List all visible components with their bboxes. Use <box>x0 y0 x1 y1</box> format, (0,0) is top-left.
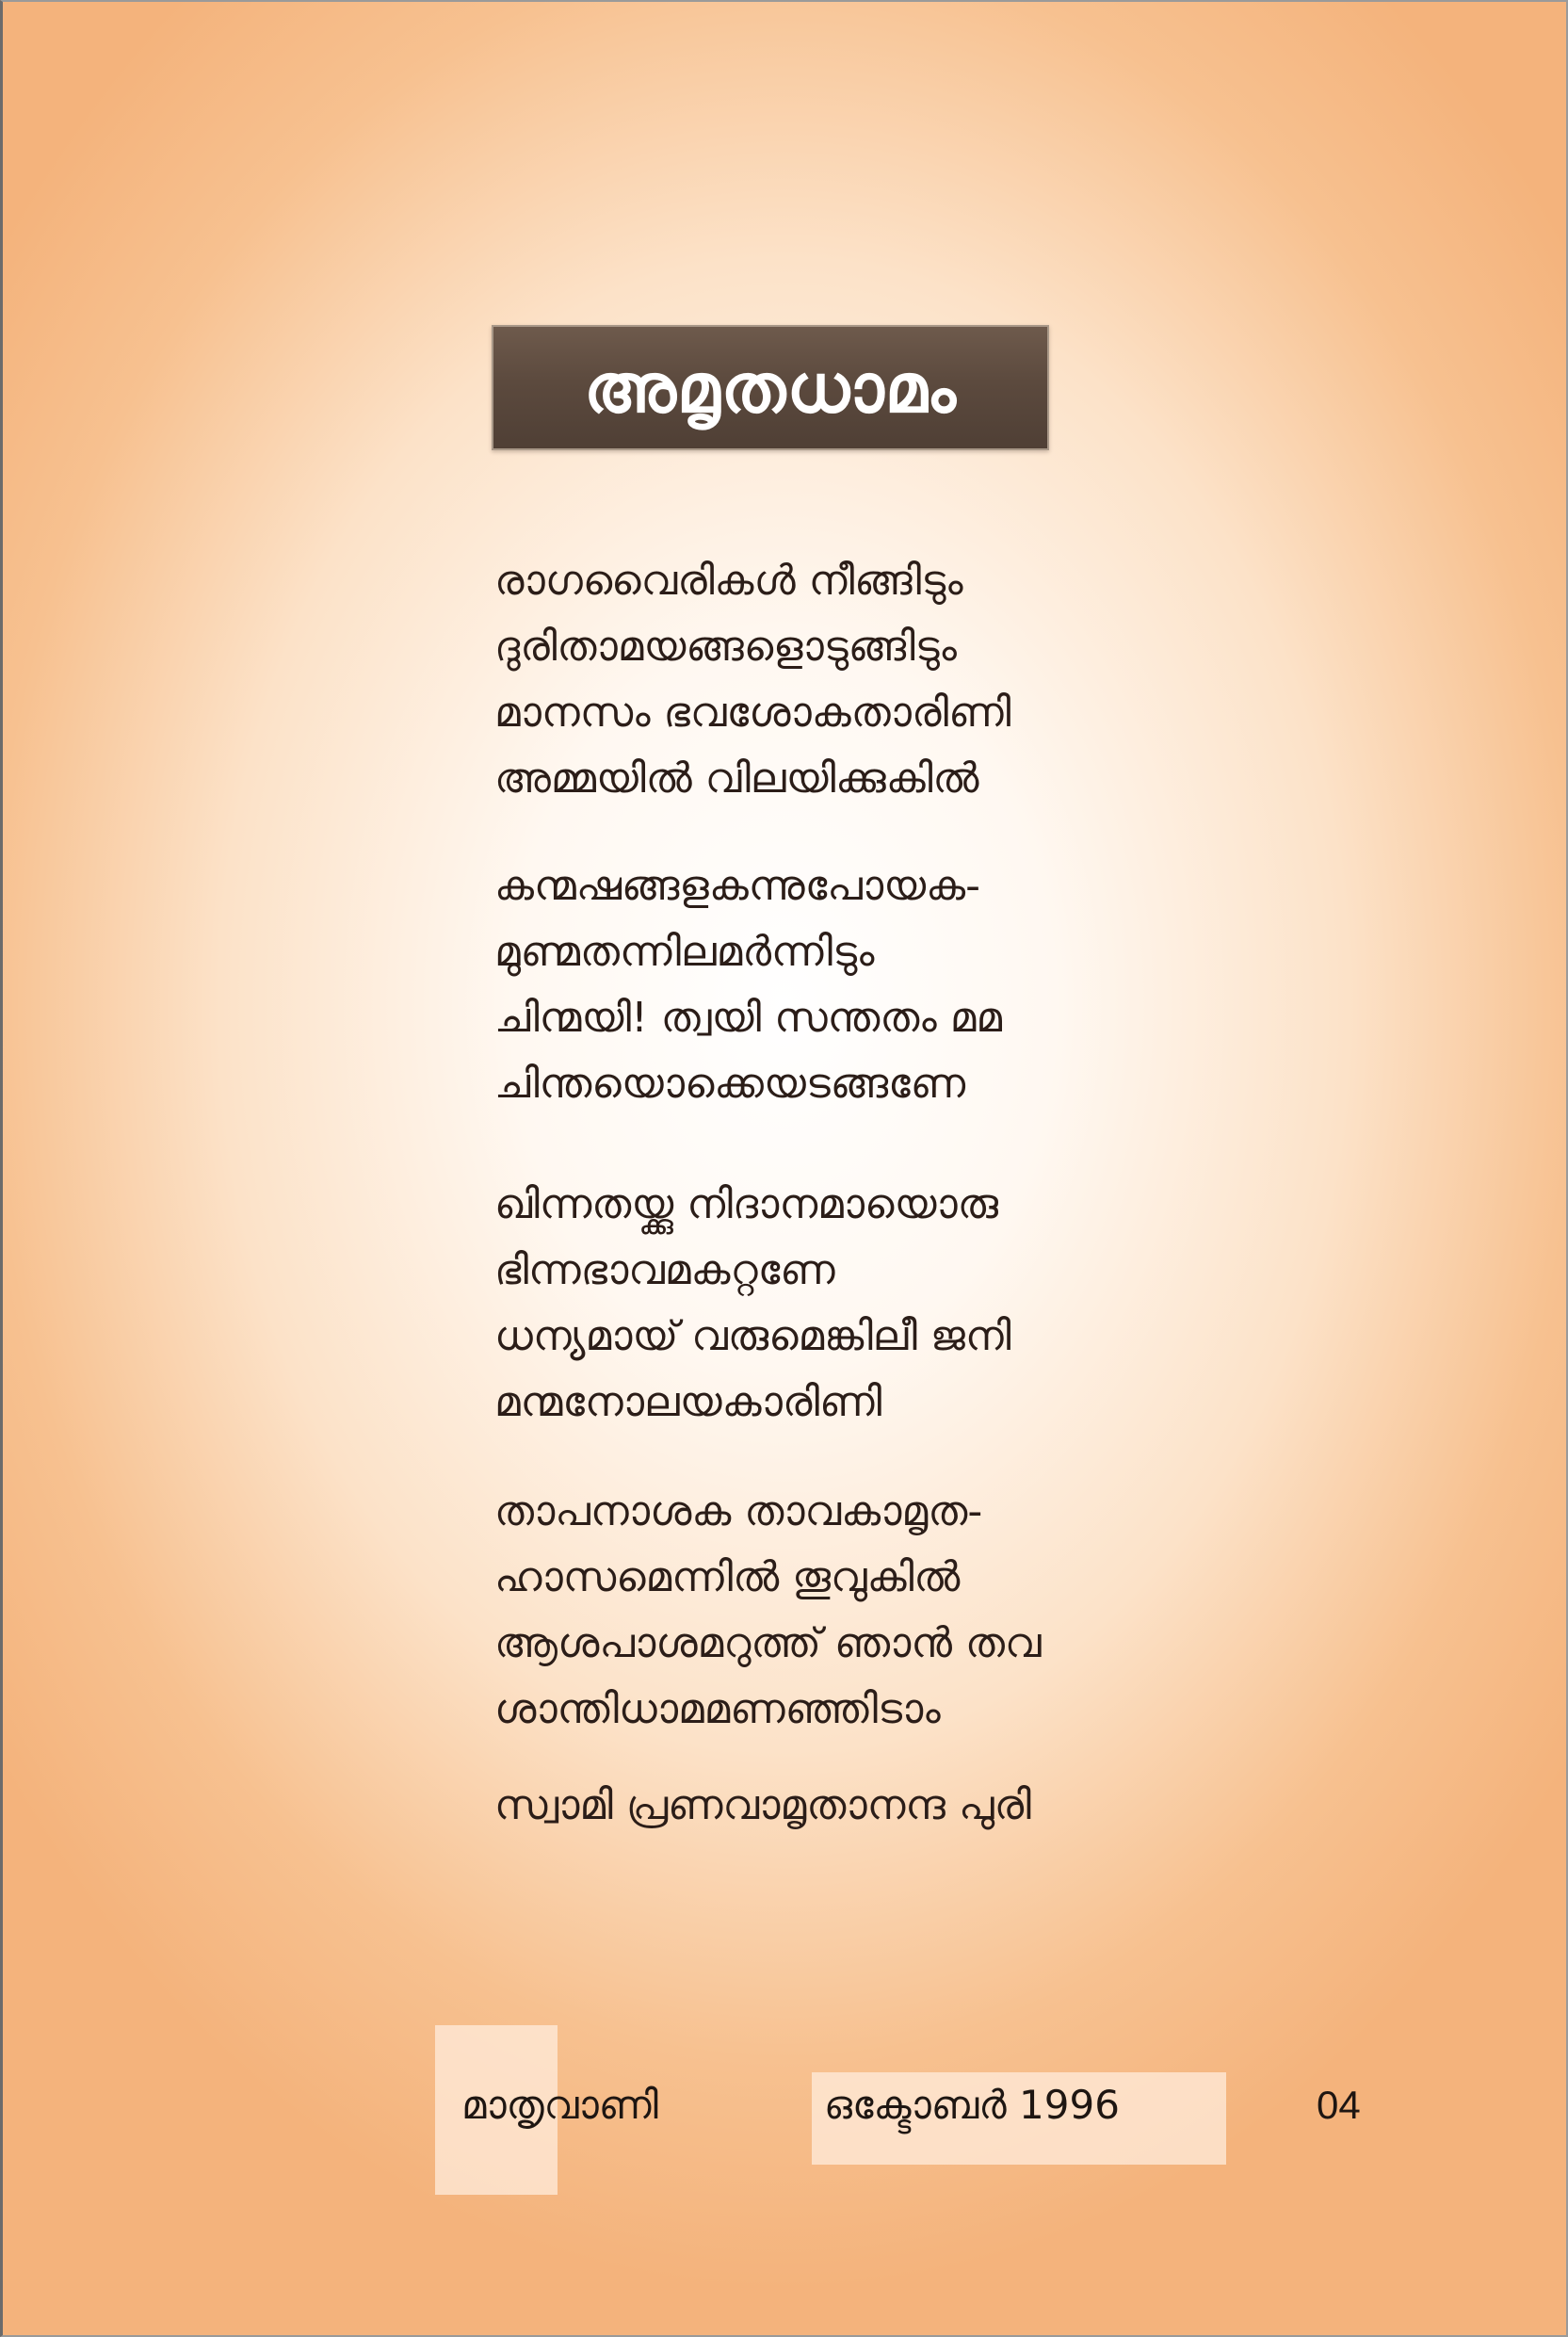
poem-line: മാനസം ഭവശോകതാരിണി <box>494 689 1011 737</box>
poem-line: മന്മനോലയകാരിണി <box>494 1378 882 1426</box>
poem-line: താപനാശക താവകാമൃത- <box>494 1487 983 1535</box>
poem-line: അമ്മയിൽ വിലയിക്കുകിൽ <box>494 755 979 803</box>
poem-line: കന്മഷങ്ങളകന്നുപോയക- <box>494 862 980 910</box>
poem-line: ചിന്തയൊക്കെയടങ്ങണേ <box>494 1060 966 1108</box>
footer-magazine: മാതൃവാണി <box>461 2082 658 2128</box>
stanza-2 <box>494 853 1210 1117</box>
author-name: സ്വാമി പ്രണവാമൃതാനന്ദ പുരി <box>494 1781 1031 1829</box>
footer-page-number: 04 <box>1317 2083 1361 2127</box>
poem-line: ദുരിതാമയങ്ങളൊടുങ്ങിടും <box>494 623 957 671</box>
poem-line: ഖിന്നതയ്ക്കു നിദാനമായൊരു <box>494 1180 998 1228</box>
poem-line: മുണ്മതന്നിലമർന്നിടും <box>494 928 875 976</box>
title-banner <box>492 325 1049 450</box>
footer-issue: ഒക്ടോബർ 1996 <box>824 2082 1120 2128</box>
poem-line: ഹാസമെന്നിൽ തൂവുകിൽ <box>494 1553 961 1601</box>
stanza-3 <box>494 1172 1210 1436</box>
stanza-1 <box>494 548 1210 812</box>
poem-line: ശാന്തിധാമമണഞ്ഞിടാം <box>494 1685 941 1733</box>
stanza-4 <box>494 1479 1210 1743</box>
poem-line: ഭിന്നഭാവമകറ്റണേ <box>494 1246 835 1294</box>
poem-line: ആശപാശമറുത്ത് ഞാൻ തവ <box>494 1619 1042 1667</box>
page-title: അമൃതധാമം <box>584 348 957 428</box>
poem-line: രാഗവൈരികൾ നീങ്ങിടും <box>494 557 963 605</box>
poem-line: ധന്യമായ് വരുമെങ്കിലീ ജനി <box>494 1312 1011 1360</box>
poem <box>494 548 1210 1743</box>
poem-line: ചിന്മയി! ത്വയി സന്തതം മമ <box>494 994 1002 1042</box>
